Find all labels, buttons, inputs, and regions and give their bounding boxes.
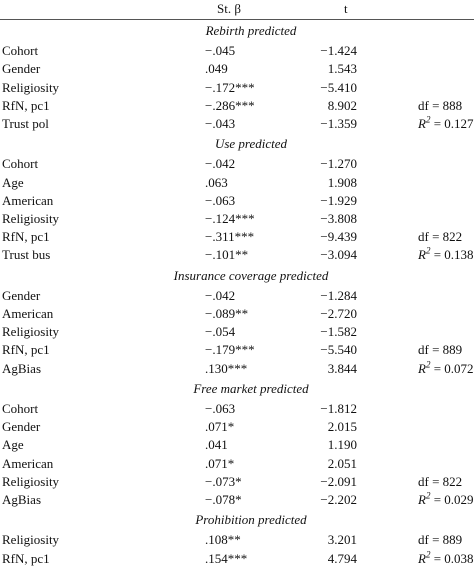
header-rule <box>0 19 474 20</box>
row-variable: Religiosity <box>2 324 60 340</box>
section-title-text: Rebirth predicted <box>205 23 297 38</box>
row-df: df = 889 <box>418 342 463 358</box>
table-row <box>0 60 474 78</box>
r-squared-symbol: $R^2$ <box>418 549 431 566</box>
table-row <box>0 436 474 454</box>
section-title-text: Use predicted <box>214 136 288 152</box>
row-variable: Religiosity <box>2 473 60 489</box>
row-beta: −.063 <box>205 401 236 416</box>
row-t-value: −3.808 <box>320 211 357 226</box>
row-t-value: −5.410 <box>320 79 357 95</box>
row-beta: −.101** <box>205 247 249 263</box>
section-title <box>0 135 474 153</box>
table-row <box>0 531 474 549</box>
table-row <box>0 192 474 210</box>
row-t-value: 1.190 <box>327 437 357 453</box>
table-row <box>0 155 474 173</box>
section-title-text: Insurance coverage predicted <box>173 267 329 283</box>
table-row <box>0 246 474 264</box>
table-row <box>0 455 474 473</box>
table-row <box>0 550 474 568</box>
row-beta: −.286*** <box>205 97 255 113</box>
table-row <box>0 491 474 509</box>
row-r-squared <box>418 246 474 264</box>
row-beta: −.089** <box>205 306 249 321</box>
section-title <box>0 267 474 285</box>
row-t-value: −1.582 <box>320 324 357 340</box>
row-variable: AgBias <box>2 492 41 507</box>
row-r-squared <box>418 360 474 378</box>
row-beta: −.042 <box>205 156 236 172</box>
row-df: df = 889 <box>418 532 463 548</box>
row-variable: American <box>2 455 54 471</box>
row-variable: Age <box>2 174 24 190</box>
row-t-value: −2.091 <box>320 473 357 489</box>
table-row <box>0 210 474 228</box>
section-title-text: Free market predicted <box>193 380 309 396</box>
table-row <box>0 323 474 341</box>
row-t-value: −1.359 <box>320 116 357 131</box>
table-row <box>0 341 474 359</box>
row-r-squared <box>418 115 474 133</box>
row-variable: Cohort <box>2 43 39 59</box>
row-variable: RfN, pc1 <box>2 97 50 113</box>
section-title <box>0 380 474 398</box>
row-beta: −.078* <box>205 492 242 507</box>
header-t: t <box>344 1 348 16</box>
row-beta: −.073* <box>205 473 242 489</box>
row-beta: −.063 <box>205 192 236 208</box>
header-beta: St. β <box>217 1 241 16</box>
row-variable: Cohort <box>2 401 39 416</box>
row-variable: Cohort <box>2 156 39 172</box>
section-title <box>0 22 474 40</box>
row-t-value: −1.270 <box>320 156 357 172</box>
row-t-value: 3.201 <box>327 532 357 548</box>
row-t-value: −1.929 <box>320 192 357 208</box>
table-row <box>0 97 474 115</box>
row-t-value: −1.812 <box>320 401 357 416</box>
row-variable: Trust bus <box>2 247 51 263</box>
row-t-value: −3.094 <box>320 247 357 263</box>
table-row <box>0 305 474 323</box>
row-beta: −.054 <box>205 324 236 340</box>
row-t-value: −9.439 <box>320 229 357 245</box>
row-beta: .108** <box>205 532 241 548</box>
row-t-value: −5.540 <box>320 342 357 358</box>
row-beta: −.045 <box>205 43 236 59</box>
r-squared-value: = 0.138 <box>433 247 474 263</box>
table-row <box>0 360 474 378</box>
row-variable: Religiosity <box>2 211 60 226</box>
r-squared-value: = 0.029 <box>433 492 474 507</box>
r-squared-symbol: $R^2$ <box>418 114 431 131</box>
row-beta: .049 <box>205 61 228 77</box>
table-row <box>0 79 474 97</box>
row-beta: .063 <box>205 174 228 190</box>
section-title <box>0 511 474 529</box>
row-beta: .071* <box>205 455 235 471</box>
row-r-squared <box>418 550 474 568</box>
row-beta: .041 <box>205 437 228 453</box>
row-variable: Trust pol <box>2 116 49 131</box>
row-variable: Age <box>2 437 24 453</box>
row-variable: RfN, pc1 <box>2 342 50 358</box>
row-beta: −.311*** <box>205 229 255 245</box>
r-squared-symbol: $R^2$ <box>418 246 431 263</box>
row-beta: .071* <box>205 419 235 435</box>
r-squared-value: = 0.072 <box>433 360 474 376</box>
row-t-value: 1.543 <box>327 61 357 77</box>
r-squared-value: = 0.127 <box>433 116 474 131</box>
row-variable: American <box>2 306 54 321</box>
row-variable: Gender <box>2 419 41 435</box>
row-variable: RfN, pc1 <box>2 229 50 245</box>
row-t-value: 3.844 <box>327 360 357 376</box>
row-beta: .130*** <box>205 360 248 376</box>
row-t-value: 2.051 <box>327 455 357 471</box>
row-variable: Gender <box>2 61 41 77</box>
row-t-value: −1.424 <box>320 43 357 59</box>
row-df: df = 822 <box>418 473 463 489</box>
row-variable: Religiosity <box>2 532 60 548</box>
row-beta: −.043 <box>205 116 236 131</box>
table-row <box>0 228 474 246</box>
row-variable: Religiosity <box>2 79 60 95</box>
row-r-squared <box>418 491 474 509</box>
row-df: df = 822 <box>418 229 463 245</box>
table-row <box>0 287 474 305</box>
row-beta: .154*** <box>205 550 248 566</box>
row-df: df = 888 <box>418 97 463 113</box>
row-t-value: −2.720 <box>320 306 357 321</box>
r-squared-symbol: $R^2$ <box>418 359 431 376</box>
table-row <box>0 42 474 60</box>
row-beta: −.042 <box>205 287 236 303</box>
row-t-value: −2.202 <box>320 492 357 507</box>
row-variable: RfN, pc1 <box>2 550 50 566</box>
table-row <box>0 174 474 192</box>
row-variable: AgBias <box>2 360 41 376</box>
table-row <box>0 418 474 436</box>
row-beta: −.179*** <box>205 342 255 358</box>
row-t-value: 4.794 <box>327 550 357 566</box>
row-variable: American <box>2 192 54 208</box>
table-row <box>0 400 474 418</box>
row-t-value: −1.284 <box>320 287 357 303</box>
row-t-value: 2.015 <box>327 419 357 435</box>
section-title-text: Prohibition predicted <box>195 512 307 528</box>
row-beta: −.172*** <box>205 79 255 95</box>
table-row <box>0 473 474 491</box>
row-t-value: 1.908 <box>327 174 357 190</box>
row-variable: Gender <box>2 287 41 303</box>
row-t-value: 8.902 <box>327 97 357 113</box>
r-squared-symbol: $R^2$ <box>418 490 431 507</box>
r-squared-value: = 0.038 <box>433 550 474 566</box>
row-beta: −.124*** <box>205 211 255 226</box>
table-row <box>0 115 474 133</box>
